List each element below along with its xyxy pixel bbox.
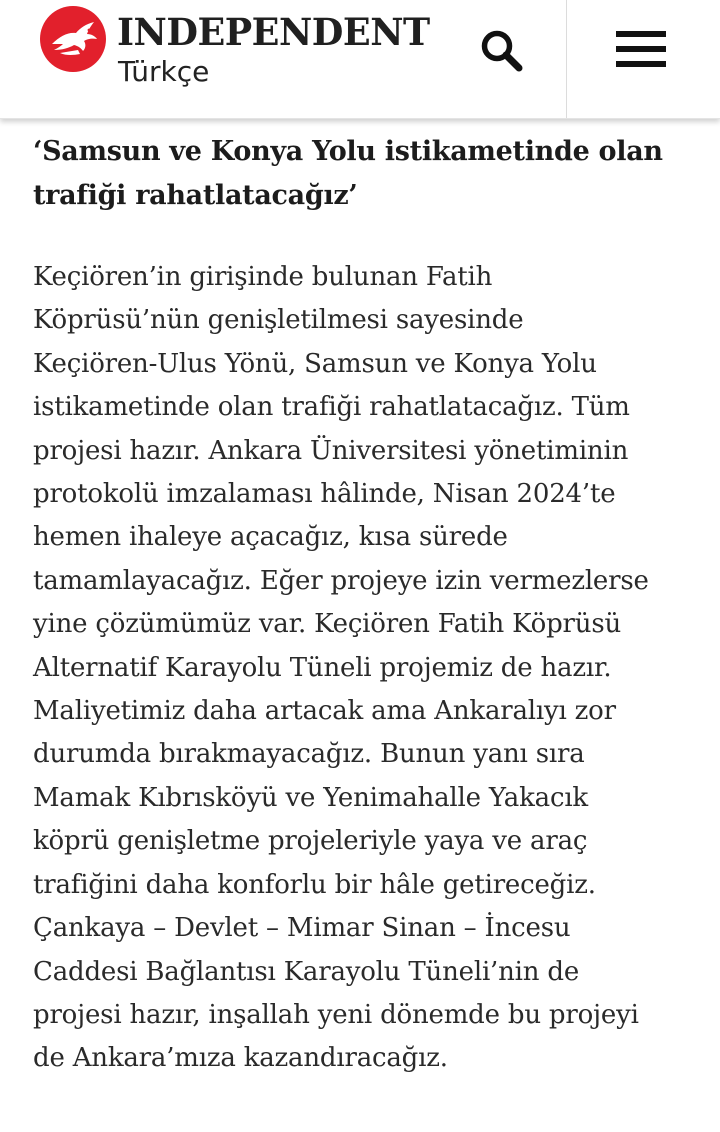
paragraph-line: hemen ihaleye açacağız, kısa sürede	[33, 522, 508, 553]
search-icon	[477, 26, 527, 76]
site-header	[0, 0, 720, 119]
paragraph-line: Çankaya – Devlet – Mimar Sinan – İncesu	[33, 913, 571, 944]
paragraph-line: yine çözümümüz var. Keçiören Fatih Köprüsü	[33, 609, 622, 640]
paragraph-line: istikametinde olan trafiği rahatlatacağız. Tüm	[33, 392, 630, 423]
paragraph-line: projesi hazır. Ankara Üniversitesi yönetiminin	[33, 435, 629, 466]
paragraph-line: Maliyetimiz daha artacak ama Ankaralıyı zor	[33, 696, 616, 727]
brand-name[interactable]: INDEPENDENT	[117, 10, 430, 54]
article-paragraph	[33, 256, 693, 1081]
paragraph-line: Alternatif Karayolu Tüneli projemiz de hazır.	[33, 652, 612, 683]
paragraph-line: protokolü imzalaması hâlinde, Nisan 2024’te	[33, 479, 616, 510]
subheading-line: ‘Samsun ve Konya Yolu istikametinde olan	[33, 136, 663, 167]
paragraph-line: durumda bırakmayacağız. Bunun yanı sıra	[33, 739, 585, 770]
article-subheading	[33, 130, 693, 218]
independent-eagle-logo-icon[interactable]	[40, 6, 106, 72]
paragraph-line: köprü genişletme projeleriyle yaya ve araç	[33, 826, 588, 857]
header-divider	[566, 0, 567, 118]
paragraph-line: Köprüsü’nün genişletilmesi sayesinde	[33, 305, 524, 336]
edition-label[interactable]: Türkçe	[118, 55, 210, 88]
menu-button[interactable]	[612, 27, 670, 71]
paragraph-line: Caddesi Bağlantısı Karayolu Tüneli’nin de	[33, 956, 580, 987]
paragraph-line: projesi hazır, inşallah yeni dönemde bu projeyi	[33, 999, 639, 1030]
paragraph-line: Mamak Kıbrısköyü ve Yenimahalle Yakacık	[33, 782, 588, 813]
hamburger-menu-icon	[612, 27, 670, 71]
paragraph-line: Keçiören-Ulus Yönü, Samsun ve Konya Yolu	[33, 348, 597, 379]
paragraph-line: tamamlayacağız. Eğer projeye izin vermezlerse	[33, 565, 649, 596]
paragraph-line: Keçiören’in girişinde bulunan Fatih	[33, 262, 493, 292]
subheading-line: trafiği rahatlatacağız’	[33, 180, 358, 211]
paragraph-line: de Ankara’mıza kazandıracağız.	[33, 1043, 448, 1074]
article-body	[33, 130, 693, 1081]
paragraph-line: trafiğini daha konforlu bir hâle getireceğiz.	[33, 869, 596, 900]
search-button[interactable]	[477, 26, 527, 76]
